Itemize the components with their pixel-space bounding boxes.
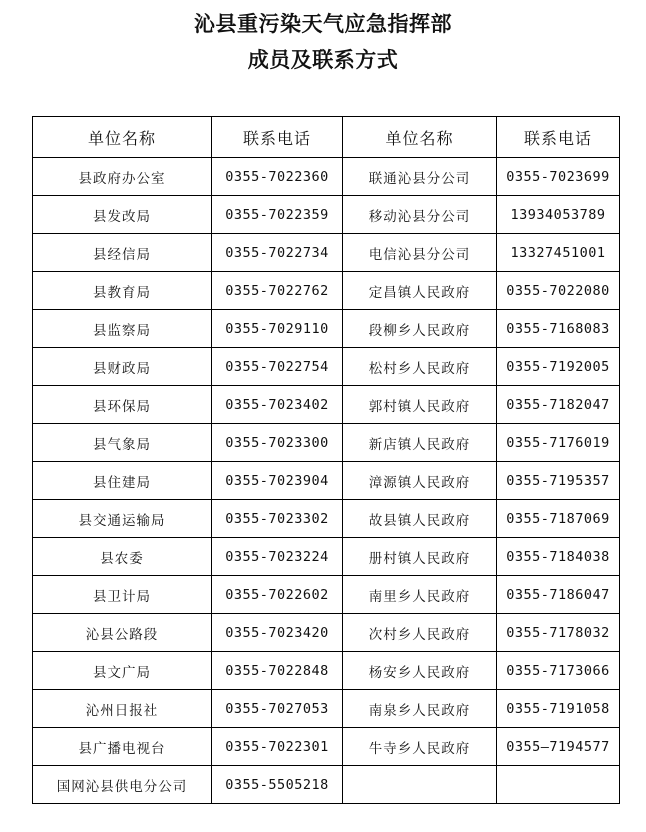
phone-left: 0355-7022359 (212, 196, 343, 234)
unit-name-left: 县教育局 (33, 272, 212, 310)
phone-right: 0355-7192005 (497, 348, 620, 386)
phone-right: 0355-7178032 (497, 614, 620, 652)
table-row (33, 158, 620, 196)
table-row (33, 424, 620, 462)
phone-right: 0355-7023699 (497, 158, 620, 196)
unit-name-left: 县交通运输局 (33, 500, 212, 538)
table-row (33, 728, 620, 766)
document-title (0, 6, 646, 78)
phone-right: 0355-7184038 (497, 538, 620, 576)
phone-left: 0355-7029110 (212, 310, 343, 348)
phone-left: 0355-7022754 (212, 348, 343, 386)
unit-name-left: 县政府办公室 (33, 158, 212, 196)
unit-name-right: 故县镇人民政府 (343, 500, 497, 538)
table-row (33, 538, 620, 576)
phone-left: 0355-7023402 (212, 386, 343, 424)
table-row (33, 614, 620, 652)
unit-name-left: 沁州日报社 (33, 690, 212, 728)
phone-left: 0355-7023224 (212, 538, 343, 576)
unit-name-right: 南里乡人民政府 (343, 576, 497, 614)
table-row (33, 234, 620, 272)
phone-right: 0355-7195357 (497, 462, 620, 500)
unit-name-left: 县广播电视台 (33, 728, 212, 766)
table-row (33, 652, 620, 690)
table-row (33, 576, 620, 614)
phone-left: 0355-7022734 (212, 234, 343, 272)
header-phone-right: 联系电话 (497, 117, 620, 158)
table-row (33, 766, 620, 804)
header-row (33, 117, 620, 158)
unit-name-right: 松村乡人民政府 (343, 348, 497, 386)
title-line-2: 成员及联系方式 (247, 47, 399, 72)
unit-name-left: 县监察局 (33, 310, 212, 348)
unit-name-left: 县住建局 (33, 462, 212, 500)
table-body (33, 158, 620, 804)
header-unit-name-right: 单位名称 (343, 117, 497, 158)
phone-left: 0355-7027053 (212, 690, 343, 728)
table-row (33, 500, 620, 538)
unit-name-right: 次村乡人民政府 (343, 614, 497, 652)
unit-name-right: 定昌镇人民政府 (343, 272, 497, 310)
unit-name-left: 县经信局 (33, 234, 212, 272)
title-line-1: 沁县重污染天气应急指挥部 (194, 11, 452, 36)
unit-name-left: 县财政局 (33, 348, 212, 386)
unit-name-right (343, 766, 497, 804)
unit-name-left: 沁县公路段 (33, 614, 212, 652)
phone-left: 0355-5505218 (212, 766, 343, 804)
unit-name-left: 县农委 (33, 538, 212, 576)
unit-name-right: 新店镇人民政府 (343, 424, 497, 462)
unit-name-right: 段柳乡人民政府 (343, 310, 497, 348)
phone-right: 0355-7187069 (497, 500, 620, 538)
contact-table (32, 116, 620, 804)
table-row (33, 310, 620, 348)
phone-left: 0355-7022848 (212, 652, 343, 690)
table-row (33, 386, 620, 424)
phone-right: 0355-7022080 (497, 272, 620, 310)
unit-name-right: 郭村镇人民政府 (343, 386, 497, 424)
unit-name-left: 县卫计局 (33, 576, 212, 614)
phone-right: 13327451001 (497, 234, 620, 272)
unit-name-right: 移动沁县分公司 (343, 196, 497, 234)
unit-name-right: 南泉乡人民政府 (343, 690, 497, 728)
phone-right: 0355-7168083 (497, 310, 620, 348)
phone-right: 0355—7194577 (497, 728, 620, 766)
table-row (33, 348, 620, 386)
table-row (33, 272, 620, 310)
unit-name-right: 牛寺乡人民政府 (343, 728, 497, 766)
phone-left: 0355-7022301 (212, 728, 343, 766)
table-row (33, 196, 620, 234)
unit-name-right: 杨安乡人民政府 (343, 652, 497, 690)
unit-name-right: 联通沁县分公司 (343, 158, 497, 196)
unit-name-left: 县文广局 (33, 652, 212, 690)
table-row (33, 462, 620, 500)
phone-left: 0355-7022762 (212, 272, 343, 310)
phone-left: 0355-7023300 (212, 424, 343, 462)
phone-right: 0355-7173066 (497, 652, 620, 690)
phone-left: 0355-7023420 (212, 614, 343, 652)
unit-name-left: 县发改局 (33, 196, 212, 234)
table-row (33, 690, 620, 728)
phone-left: 0355-7023904 (212, 462, 343, 500)
unit-name-left: 国网沁县供电分公司 (33, 766, 212, 804)
phone-right: 13934053789 (497, 196, 620, 234)
phone-right: 0355-7182047 (497, 386, 620, 424)
phone-right (497, 766, 620, 804)
phone-right: 0355-7176019 (497, 424, 620, 462)
unit-name-left: 县环保局 (33, 386, 212, 424)
header-unit-name-left: 单位名称 (33, 117, 212, 158)
phone-right: 0355-7186047 (497, 576, 620, 614)
unit-name-right: 漳源镇人民政府 (343, 462, 497, 500)
unit-name-right: 电信沁县分公司 (343, 234, 497, 272)
phone-left: 0355-7023302 (212, 500, 343, 538)
header-phone-left: 联系电话 (212, 117, 343, 158)
unit-name-right: 册村镇人民政府 (343, 538, 497, 576)
phone-right: 0355-7191058 (497, 690, 620, 728)
phone-left: 0355-7022360 (212, 158, 343, 196)
unit-name-left: 县气象局 (33, 424, 212, 462)
phone-left: 0355-7022602 (212, 576, 343, 614)
